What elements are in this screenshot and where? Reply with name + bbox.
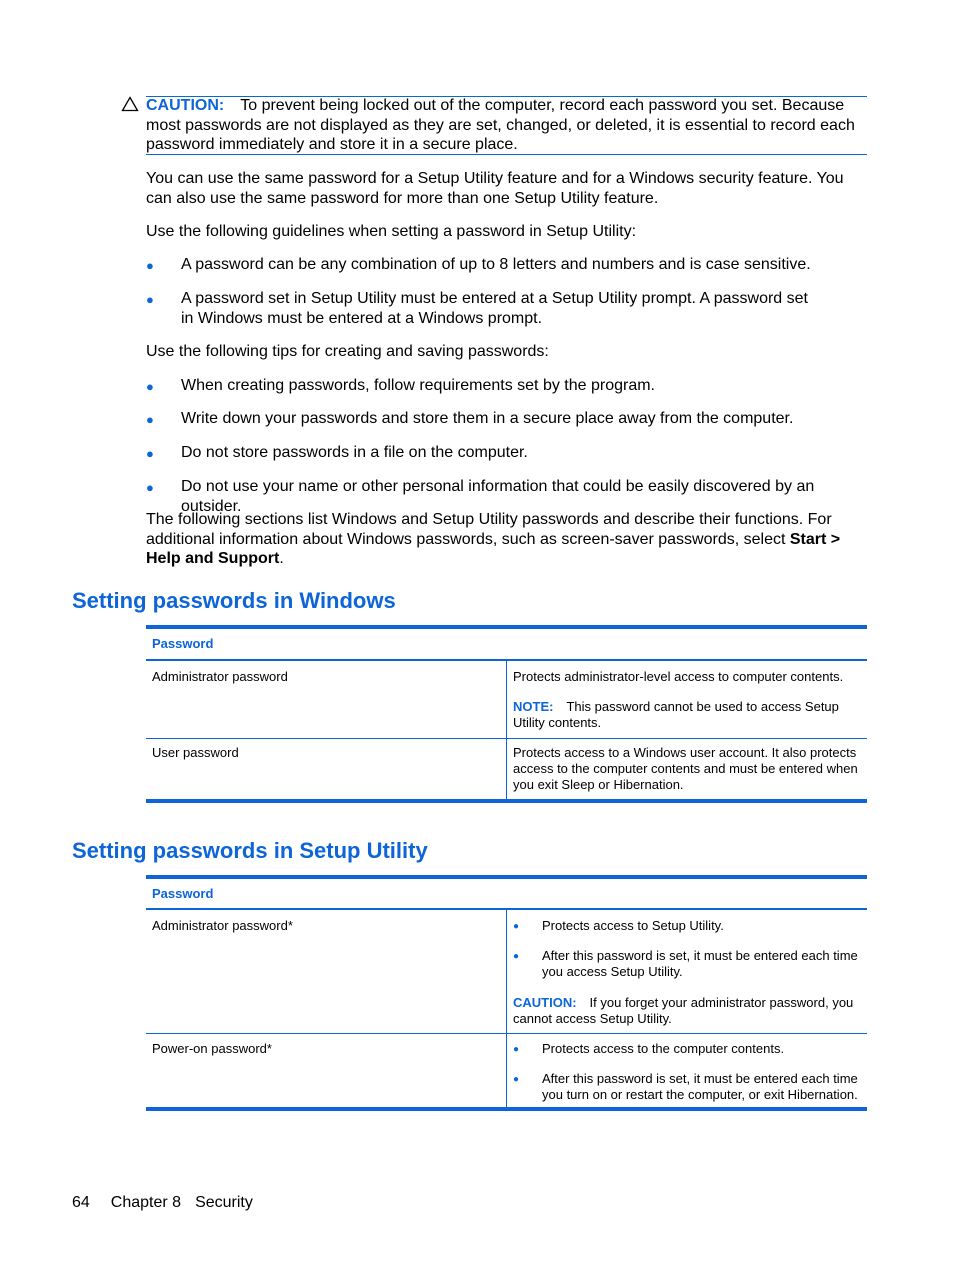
table-cell-note: NOTE: This password cannot be used to access Setup Utility contents. — [513, 699, 839, 730]
page-number: 64 — [72, 1194, 90, 1211]
table-cell-desc: Protects administrator-level access to computer contents. — [513, 669, 844, 684]
tip-item: Write down your passwords and store them in a secure place away from the computer. — [181, 410, 794, 427]
note-label: NOTE: — [513, 699, 554, 714]
table-top-rule — [146, 875, 867, 879]
bullet-icon: ● — [146, 480, 154, 495]
page-footer — [72, 1193, 253, 1212]
table-header-password: Password — [152, 636, 214, 651]
table-cell-name: Administrator password — [152, 669, 288, 684]
table-column-divider — [506, 910, 507, 1107]
table-header-password: Password — [152, 886, 214, 901]
paragraph-guidelines-intro: Use the following guidelines when setting a password in Setup Utility: — [146, 223, 637, 240]
caution-label: CAUTION: — [146, 97, 225, 114]
table-cell-bullet: After this password is set, it must be entered each time you turn on or restart the computer, or exit Hibernation. — [542, 1071, 858, 1102]
table-cell-bullet: Protects access to Setup Utility. — [542, 918, 724, 933]
table-cell-caution: CAUTION: If you forget your administrator password, you cannot access Setup Utility. — [513, 995, 854, 1026]
guideline-item: A password can be any combination of up to 8 letters and numbers and is case sensitive. — [181, 256, 811, 273]
bullet-icon: ● — [146, 446, 154, 461]
table-top-rule — [146, 625, 867, 629]
section-heading-setup-utility: Setting passwords in Setup Utility — [72, 838, 428, 863]
bullet-icon: ● — [513, 951, 520, 962]
table-cell-bullet: Protects access to the computer contents. — [542, 1041, 785, 1056]
start-help-support-link: Start > Help and Support — [146, 530, 841, 567]
bullet-icon: ● — [146, 412, 154, 427]
bullet-icon: ● — [513, 1044, 520, 1055]
footer-title: Security — [195, 1194, 253, 1211]
caution-text — [146, 96, 867, 155]
paragraph-sections-intro: The following sections list Windows and Setup Utility passwords and describe their functions. For additional information about Windows passwords, such as screen-saver passwords, select Start > Help and Support. — [146, 511, 841, 567]
caution-label: CAUTION: — [513, 995, 577, 1010]
footer-chapter: Chapter 8 — [110, 1194, 182, 1211]
paragraph-same-password: You can use the same password for a Setup Utility feature and for a Windows security feature. You can also use the same password for more than one Setup Utility feature. — [146, 170, 844, 207]
tip-item: Do not store passwords in a file on the computer. — [181, 444, 528, 461]
bullet-icon: ● — [513, 1074, 520, 1085]
table-bottom-rule — [146, 799, 867, 803]
table-bottom-rule — [146, 1107, 867, 1111]
table-cell-desc: Protects access to a Windows user account. It also protects access to the computer contents and must be entered when you exit Sleep or Hibernation. — [513, 745, 858, 792]
table-column-divider — [506, 661, 507, 800]
guideline-item: A password set in Setup Utility must be entered at a Setup Utility prompt. A password set in Windows must be entered at a Windows prompt. — [181, 290, 808, 327]
caution-body: To prevent being locked out of the computer, record each password you set. Because most passwords are not displayed as they are set, changed, or deleted, it is essential to record each password immediately and store it in a secure place. — [146, 97, 855, 153]
bullet-icon: ● — [513, 921, 520, 932]
table-cell-name: Administrator password* — [152, 918, 293, 933]
section-heading-windows: Setting passwords in Windows — [72, 588, 396, 613]
table-cell-name: Power-on password* — [152, 1041, 272, 1056]
table-row-rule — [146, 1033, 867, 1034]
bullet-icon: ● — [146, 292, 154, 307]
bullet-icon: ● — [146, 258, 154, 273]
table-row-rule — [146, 738, 867, 739]
tip-item: Do not use your name or other personal information that could be easily discovered by an outsider. — [181, 478, 815, 515]
warning-triangle-icon — [121, 96, 139, 112]
paragraph-tips-intro: Use the following tips for creating and saving passwords: — [146, 343, 549, 360]
table-cell-bullet: After this password is set, it must be entered each time you access Setup Utility. — [542, 948, 858, 979]
table-cell-name: User password — [152, 745, 239, 760]
bullet-icon: ● — [146, 379, 154, 394]
tip-item: When creating passwords, follow requirements set by the program. — [181, 377, 655, 394]
